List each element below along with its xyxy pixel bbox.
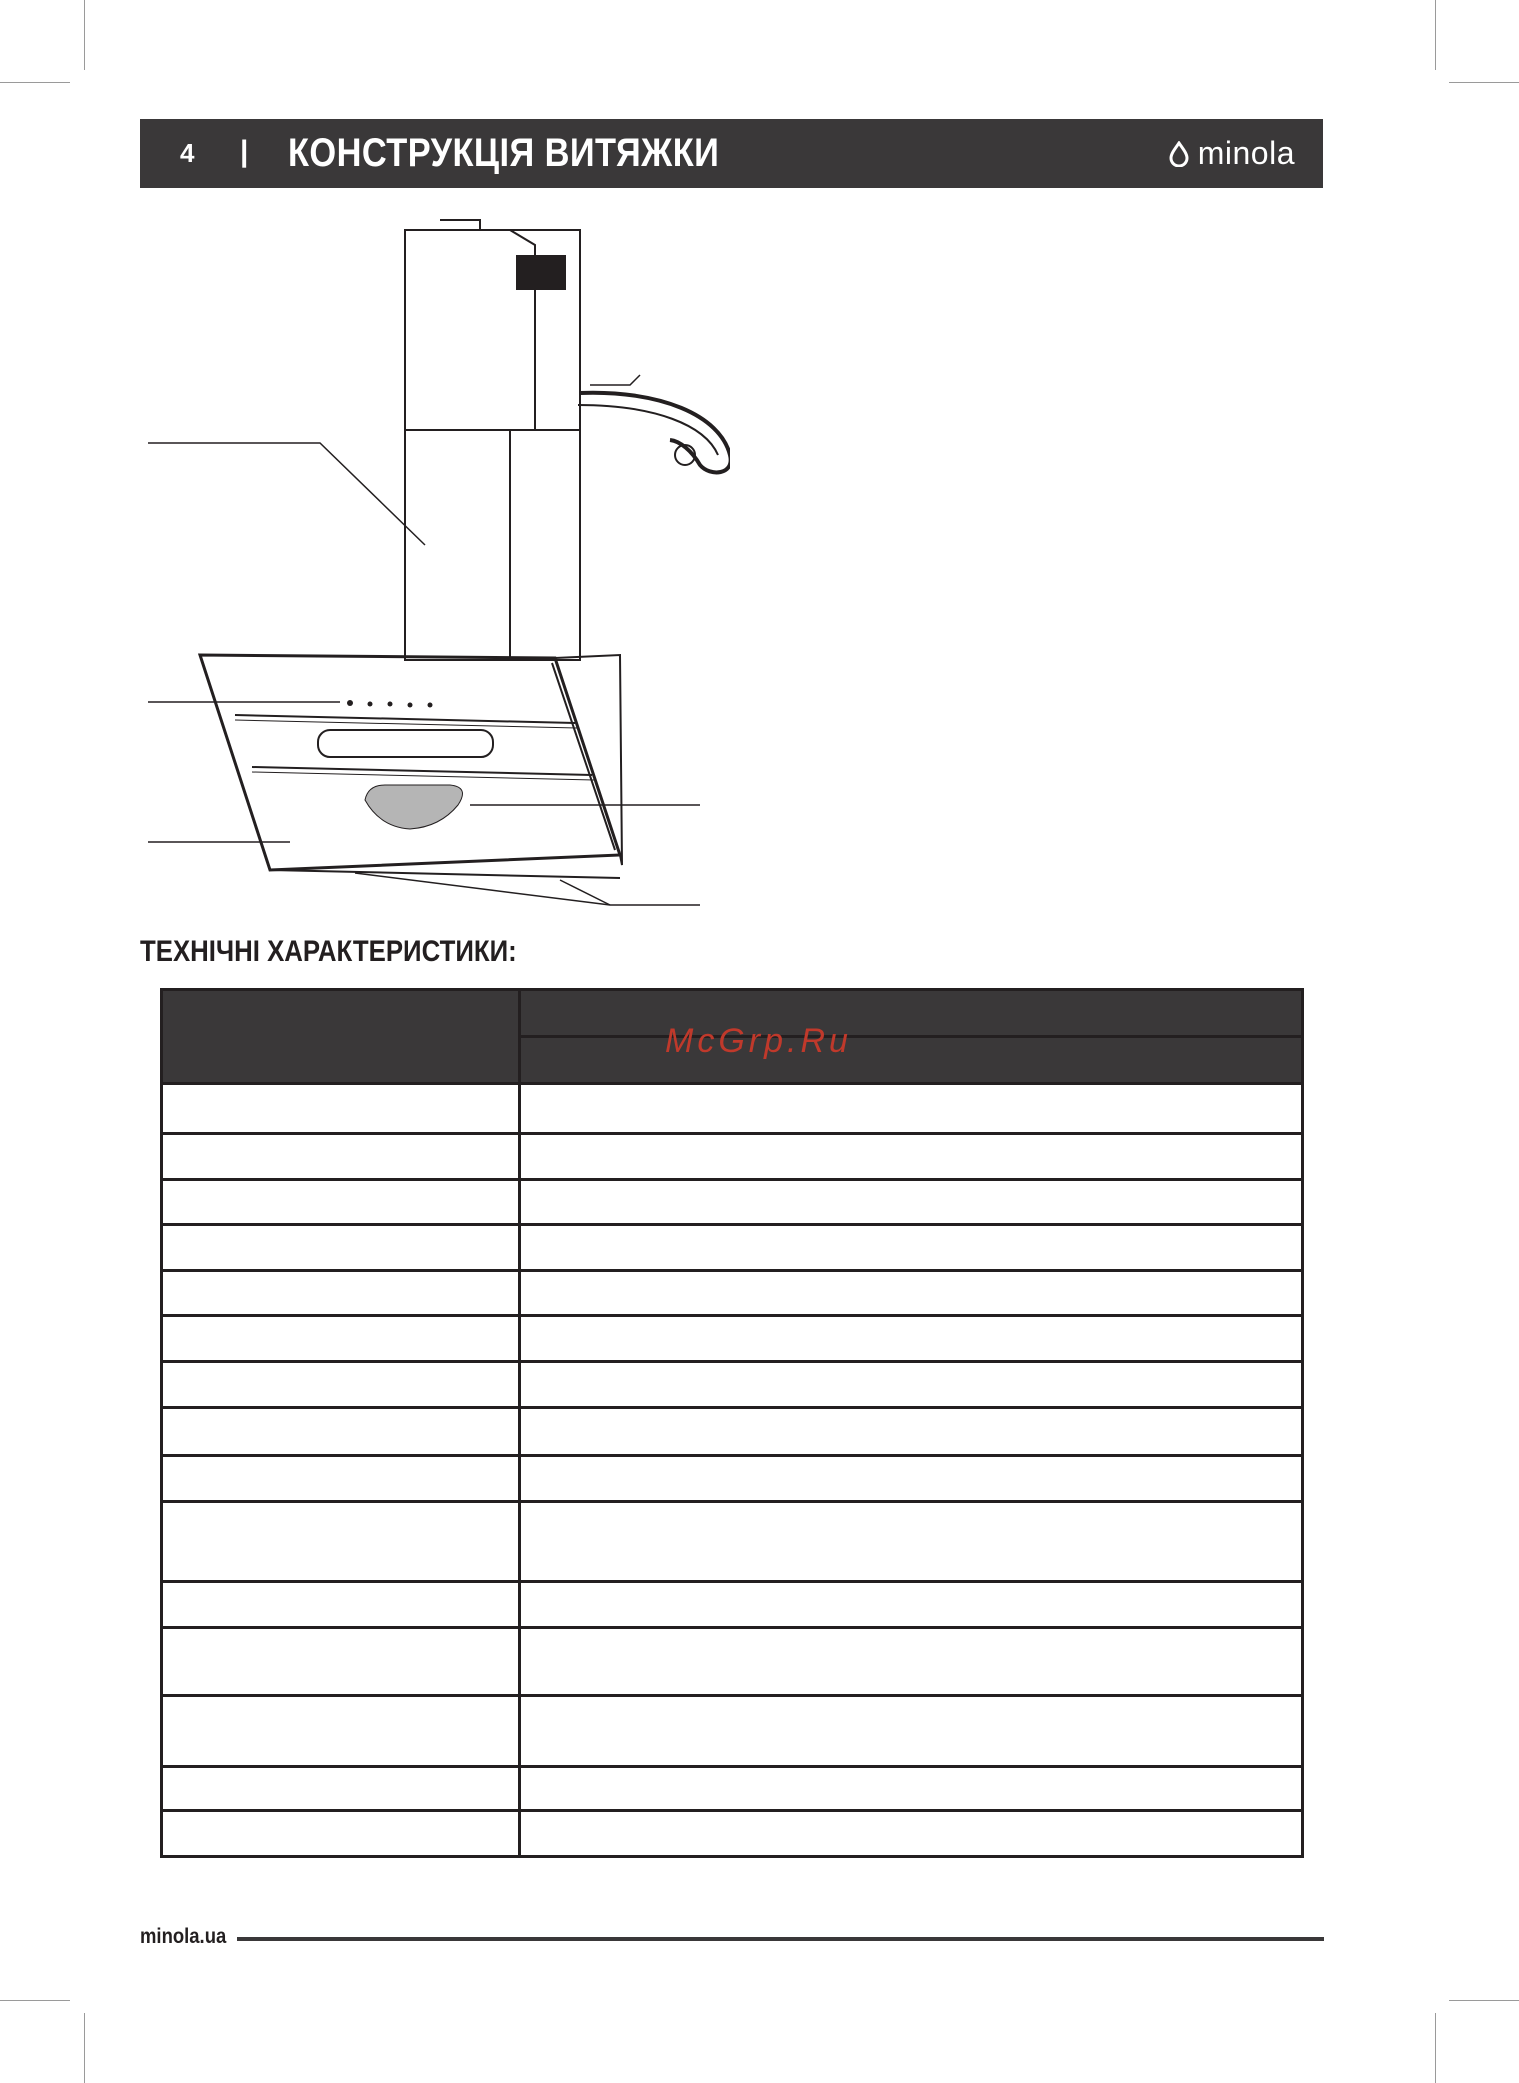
table-row	[162, 1456, 1303, 1502]
table-cell-value	[520, 1362, 1303, 1408]
table-cell-label	[162, 1084, 520, 1134]
footer-url[interactable]: minola.ua	[140, 1925, 227, 1948]
table-header-cell	[520, 1037, 1303, 1084]
table-cell-label	[162, 1582, 520, 1628]
hood-diagram	[140, 215, 730, 915]
table-cell-label	[162, 1456, 520, 1502]
table-cell-label	[162, 1696, 520, 1767]
page-title: КОНСТРУКЦІЯ ВИТЯЖКИ	[288, 131, 720, 175]
table-cell-label	[162, 1316, 520, 1362]
table-cell-label	[162, 1225, 520, 1271]
crop-mark	[1435, 2013, 1436, 2083]
crop-mark	[1449, 2000, 1519, 2001]
page-header	[140, 119, 1323, 188]
table-cell-label	[162, 1502, 520, 1582]
leader-line	[355, 873, 700, 905]
table-cell-value	[520, 1628, 1303, 1696]
table-row	[162, 1225, 1303, 1271]
hood-body	[200, 655, 620, 870]
crop-mark	[1435, 0, 1436, 70]
leader-line	[148, 443, 425, 545]
crop-mark	[1449, 82, 1519, 83]
table-cell-value	[520, 1225, 1303, 1271]
footer-divider	[237, 1937, 1324, 1941]
table-cell-label	[162, 1362, 520, 1408]
crop-mark	[84, 0, 85, 70]
table-cell-value	[520, 1316, 1303, 1362]
vent-grille	[516, 255, 566, 290]
table-cell-label	[162, 1811, 520, 1857]
table-cell-value	[520, 1502, 1303, 1582]
leader-line	[590, 375, 640, 385]
watermark: McGrp.Ru	[665, 1022, 852, 1060]
table-cell-label	[162, 1628, 520, 1696]
crop-mark	[84, 2013, 85, 2083]
table-cell-value	[520, 1084, 1303, 1134]
table-row	[162, 1502, 1303, 1582]
table-cell-label	[162, 1180, 520, 1225]
table-row	[162, 1582, 1303, 1628]
table-cell-value	[520, 1582, 1303, 1628]
chimney-lower	[405, 430, 580, 660]
lamp-window	[318, 730, 493, 757]
table-cell-value	[520, 1767, 1303, 1811]
crop-mark	[0, 82, 70, 83]
table-cell-value	[520, 1271, 1303, 1316]
table-cell-value	[520, 1180, 1303, 1225]
table-cell-label	[162, 1271, 520, 1316]
table-row	[162, 1134, 1303, 1180]
table-header-cell	[520, 990, 1303, 1037]
table-cell-value	[520, 1811, 1303, 1857]
header-separator: |	[240, 135, 249, 168]
table-cell-value	[520, 1456, 1303, 1502]
brand-logo	[1168, 119, 1295, 188]
table-row	[162, 1696, 1303, 1767]
table-row	[162, 1628, 1303, 1696]
page-number: 4	[180, 138, 195, 168]
table-cell-label	[162, 1134, 520, 1180]
table-row	[162, 1362, 1303, 1408]
table-cell-value	[520, 1696, 1303, 1767]
drop-icon	[1168, 141, 1190, 167]
section-title: ТЕХНІЧНІ ХАРАКТЕРИСТИКИ:	[140, 935, 517, 968]
table-cell-value	[520, 1408, 1303, 1456]
table-row	[162, 1408, 1303, 1456]
table-cell-value	[520, 1134, 1303, 1180]
grease-filter	[365, 785, 463, 829]
table-row	[162, 1271, 1303, 1316]
table-row	[162, 1811, 1303, 1857]
table-row	[162, 1084, 1303, 1134]
brand-name: minola	[1197, 135, 1295, 171]
table-row	[162, 1767, 1303, 1811]
table-row	[162, 1180, 1303, 1225]
crop-mark	[0, 2000, 70, 2001]
table-row	[162, 1316, 1303, 1362]
spec-table	[160, 988, 1304, 1858]
table-cell-label	[162, 1408, 520, 1456]
table-cell-label	[162, 1767, 520, 1811]
control-panel	[347, 700, 433, 708]
table-header-cell	[162, 990, 520, 1084]
